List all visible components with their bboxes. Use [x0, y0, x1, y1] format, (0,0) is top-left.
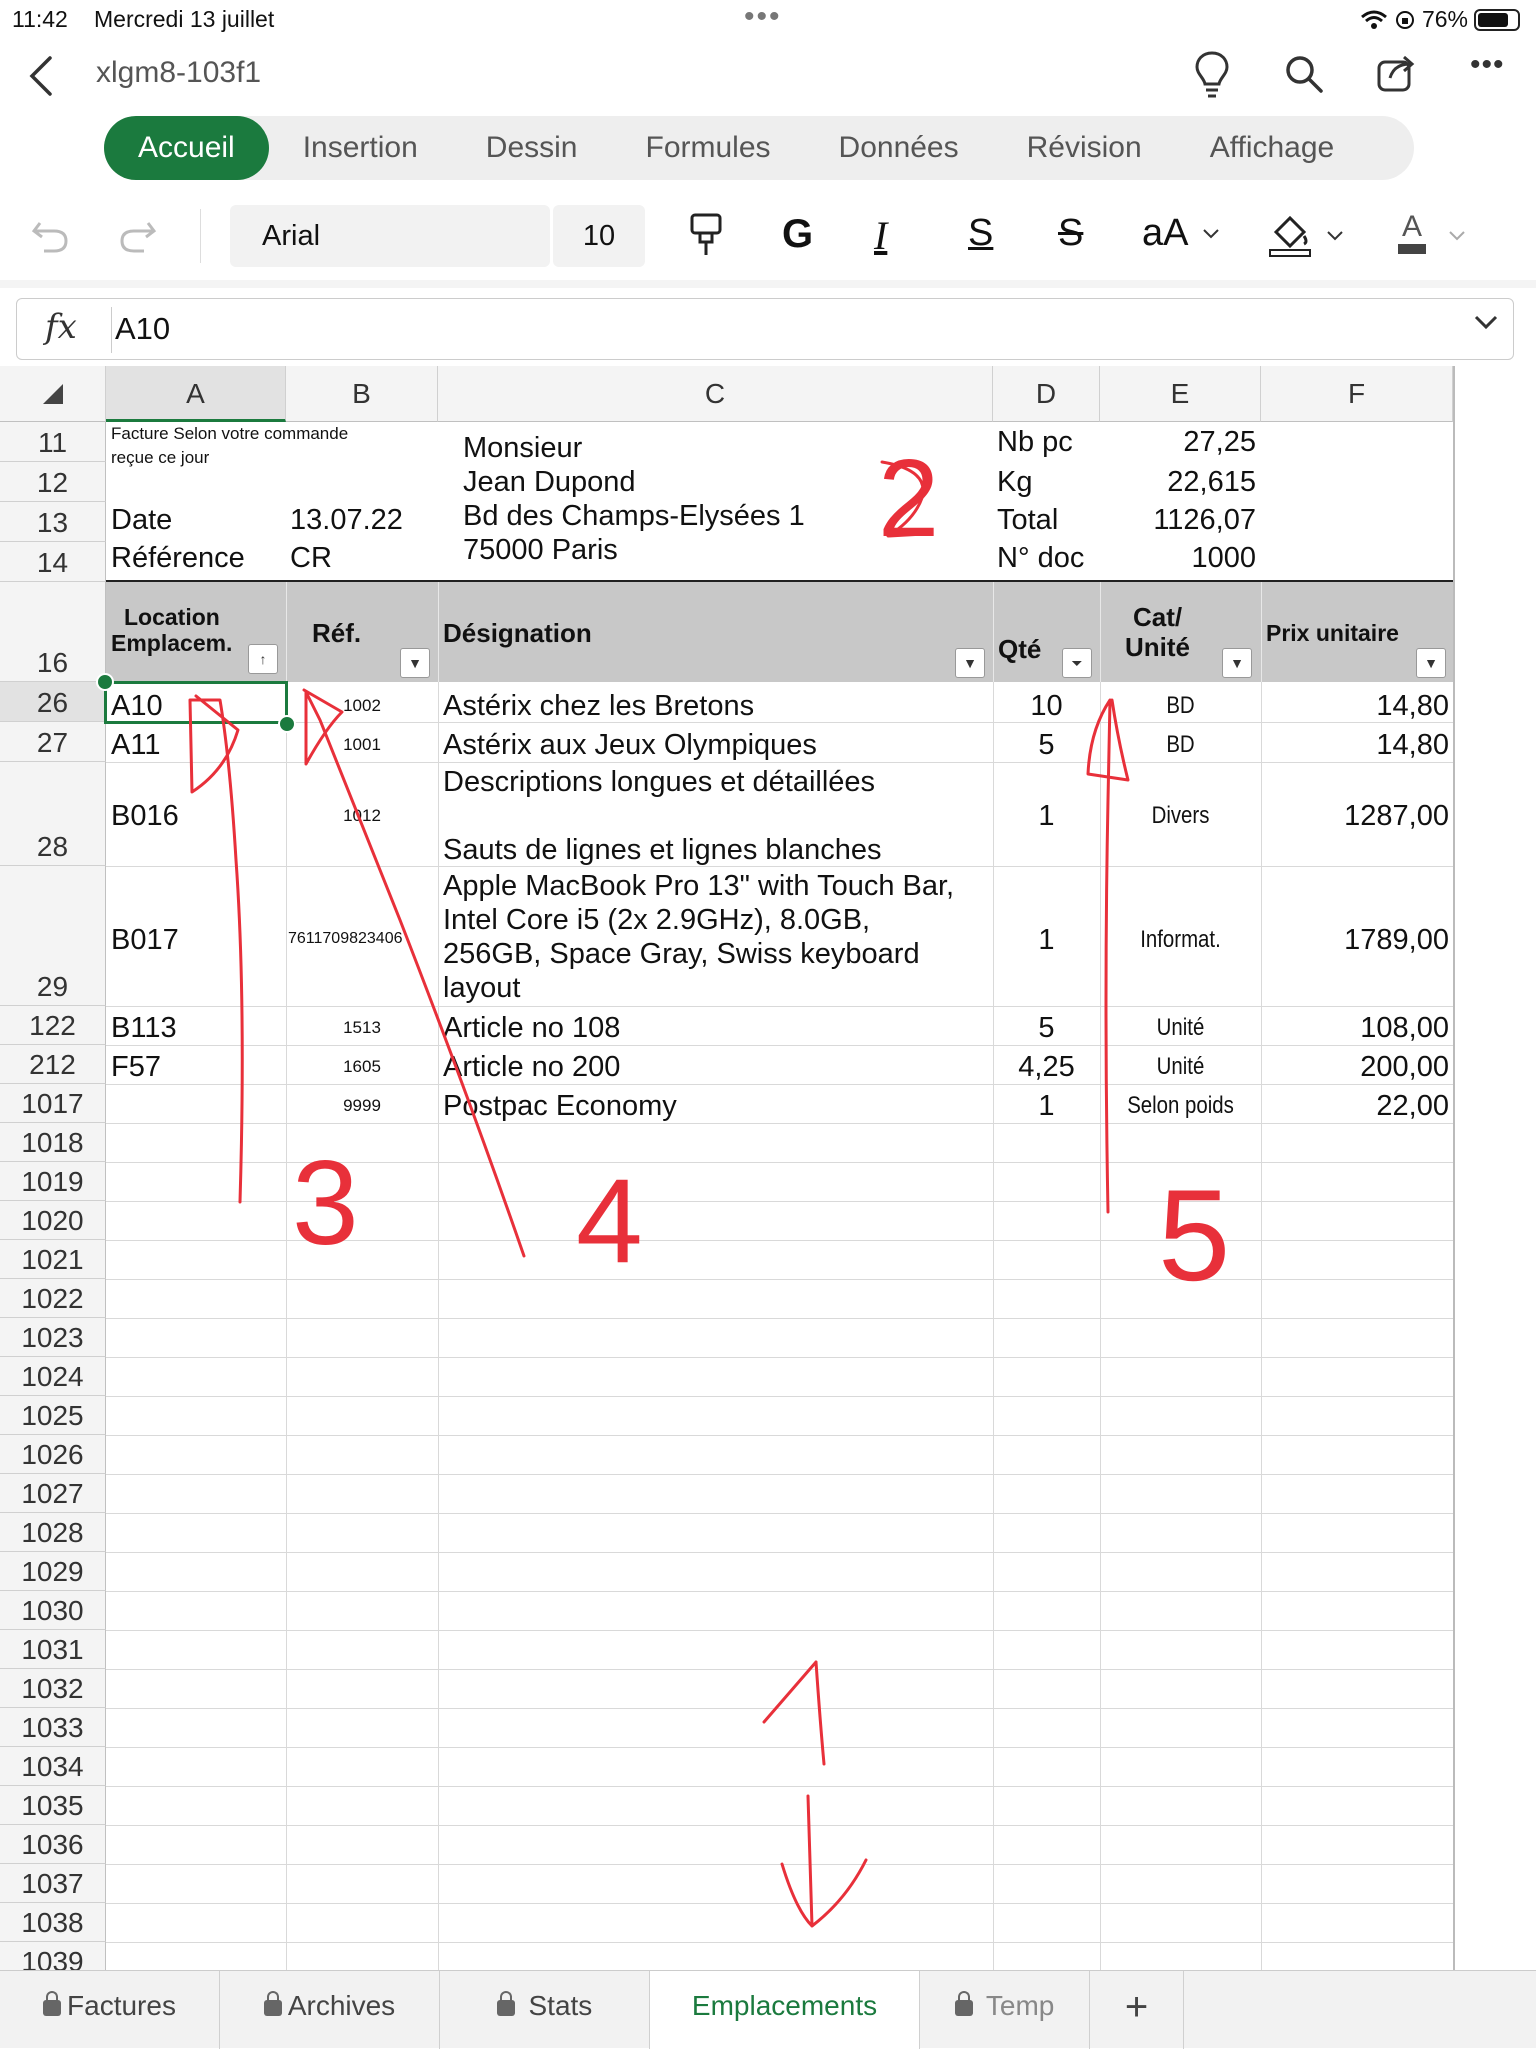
annotation-number-3: 3 [292, 1136, 359, 1270]
address-line: 75000 Paris [463, 534, 618, 566]
chevron-down-icon[interactable] [1326, 230, 1344, 242]
nbpc-label: Nb pc [997, 426, 1073, 458]
wifi-icon [1360, 9, 1388, 31]
cell-prix[interactable]: 1789,00 [1344, 924, 1449, 956]
cell-ref[interactable]: 1513 [343, 1018, 381, 1037]
grid-line [106, 1084, 1453, 1085]
cell-designation[interactable]: Article no 108 [443, 1012, 621, 1044]
lock-icon [264, 2000, 282, 2016]
ribbon-tabs [104, 116, 1414, 180]
address-line: Jean Dupond [463, 466, 636, 498]
grid-line [106, 1435, 1453, 1436]
redo-icon[interactable] [118, 215, 158, 255]
column-header-d[interactable]: D [993, 366, 1100, 422]
multitasking-dots[interactable]: ••• [744, 0, 782, 33]
annotation-number-5: 5 [1158, 1162, 1231, 1308]
row-header[interactable]: 1031 [0, 1630, 106, 1669]
address-line: Bd des Champs-Elysées 1 [463, 500, 805, 532]
tab-formules[interactable]: Formules [645, 131, 771, 164]
grid-line [106, 1123, 1453, 1124]
orientation-lock-icon [1394, 9, 1416, 31]
grid-line [106, 1864, 1453, 1865]
row-header[interactable]: 1027 [0, 1474, 106, 1513]
header-emplacement: Emplacem. [111, 630, 233, 656]
grid-line [106, 1552, 1453, 1553]
toolbar-divider [200, 209, 201, 263]
invoice-subtitle: reçue ce jour [111, 448, 210, 467]
filter-dropdown-button[interactable]: ▼ [1416, 648, 1446, 678]
share-icon[interactable] [1376, 52, 1418, 94]
header-ref: Réf. [312, 618, 362, 648]
battery-percent: 76% [1421, 6, 1468, 32]
chevron-down-icon[interactable] [1448, 230, 1466, 242]
header-designation: Désignation [443, 618, 592, 648]
cell-location[interactable]: B113 [111, 1012, 177, 1044]
cell-location[interactable]: A10 [111, 690, 163, 722]
cell-prix[interactable]: 14,80 [1376, 690, 1449, 722]
more-icon[interactable]: ••• [1470, 48, 1505, 81]
row-header[interactable]: 14 [0, 542, 106, 582]
lock-icon [955, 2000, 973, 2016]
cell-ref[interactable]: 1001 [343, 735, 381, 754]
row-header[interactable]: 29 [0, 866, 106, 1006]
grid-line [106, 762, 1453, 763]
row-header[interactable]: 26 [0, 682, 106, 722]
selection-handle-start[interactable] [96, 673, 114, 691]
grid-line [106, 1942, 1453, 1943]
row-header[interactable]: 1026 [0, 1435, 106, 1474]
tab-dessin[interactable]: Dessin [485, 131, 578, 164]
filter-dropdown-button[interactable]: ▼ [955, 648, 985, 678]
ndoc-value: 1000 [1191, 542, 1256, 574]
cell-designation[interactable]: Intel Core i5 (2x 2.9GHz), 8.0GB, [443, 904, 871, 936]
corner-triangle-icon [41, 382, 65, 406]
grid-line [106, 1786, 1453, 1787]
sheet-tab-emplacements[interactable] [650, 1971, 920, 2049]
row-header[interactable]: 1035 [0, 1786, 106, 1825]
cell-prix[interactable]: 108,00 [1360, 1012, 1449, 1044]
total-value: 1126,07 [1153, 504, 1256, 536]
column-header-f[interactable]: F [1261, 366, 1453, 422]
column-header-c[interactable]: C [438, 366, 993, 422]
format-painter-icon[interactable] [688, 212, 724, 258]
sheet-tab-label: Emplacements [691, 1990, 878, 2021]
grid-line [1261, 582, 1262, 682]
underline-button[interactable]: S [968, 212, 994, 254]
header-cat: Cat/ [1133, 602, 1183, 632]
row-header[interactable]: 1034 [0, 1747, 106, 1786]
cell-designation[interactable]: Astérix aux Jeux Olympiques [443, 729, 817, 761]
sort-ascending-button[interactable]: ↑ [248, 644, 278, 674]
grid-line [106, 1396, 1453, 1397]
cell-cat[interactable]: Divers [1151, 802, 1210, 829]
search-icon[interactable] [1284, 54, 1324, 94]
row-header[interactable]: 11 [0, 422, 106, 462]
cell-qte[interactable]: 10 [1030, 690, 1063, 722]
sheet-tab-archives[interactable] [220, 1971, 440, 2049]
column-header-b[interactable]: B [286, 366, 438, 422]
sheet-tab-label: Temp [985, 1990, 1055, 2021]
document-title[interactable]: xlgm8-103f1 [96, 56, 262, 89]
cell-qte[interactable]: 5 [1038, 729, 1055, 761]
cell-location[interactable]: B016 [111, 800, 179, 832]
select-all-corner[interactable] [0, 366, 106, 422]
cell-designation[interactable]: 256GB, Space Gray, Swiss keyboard [443, 938, 920, 970]
column-header-a[interactable]: A [106, 366, 286, 422]
cell-designation[interactable]: Apple MacBook Pro 13" with Touch Bar, [443, 870, 955, 902]
font-color-button[interactable]: A [1402, 210, 1423, 243]
row-header[interactable]: 27 [0, 722, 106, 762]
tab-donnees[interactable]: Données [838, 131, 959, 164]
total-label: Total [997, 504, 1059, 536]
grid-line [106, 1825, 1453, 1826]
row-header[interactable]: 1018 [0, 1123, 106, 1162]
status-right [1360, 6, 1520, 33]
formula-bar[interactable] [16, 298, 1514, 360]
cell-prix[interactable]: 200,00 [1360, 1051, 1449, 1083]
grid-line [106, 1591, 1453, 1592]
invoice-title: Facture Selon votre commande [111, 424, 349, 443]
grid-line [106, 1318, 1453, 1319]
sheet-tab-label: Factures [67, 1990, 176, 2021]
grid-line [106, 1630, 1453, 1631]
cell-location[interactable]: B017 [111, 924, 179, 956]
back-chevron-icon[interactable] [26, 54, 56, 98]
cell-prix[interactable]: 1287,00 [1344, 800, 1449, 832]
row-header[interactable]: 1021 [0, 1240, 106, 1279]
grid-line [106, 1240, 1453, 1241]
tab-affichage[interactable]: Affichage [1209, 131, 1335, 164]
sheet-tab-label: Stats [528, 1990, 593, 2021]
row-header[interactable]: 28 [0, 762, 106, 866]
sheet-tab-temp[interactable] [920, 1971, 1090, 2049]
filter-dropdown-button[interactable]: ▼ [400, 648, 430, 678]
chevron-down-icon[interactable] [1473, 309, 1499, 335]
grid-line [438, 582, 439, 682]
grid-line [106, 1474, 1453, 1475]
grid-line [106, 1669, 1453, 1670]
cell-designation[interactable]: Postpac Economy [443, 1090, 677, 1122]
cell-location[interactable]: F57 [111, 1051, 161, 1083]
fx-icon: fx [45, 307, 77, 347]
grid-line [286, 582, 287, 682]
row-header[interactable]: 1039 [0, 1942, 106, 1970]
cell-prix[interactable]: 22,00 [1376, 1090, 1449, 1122]
selection-handle-end[interactable] [278, 715, 296, 733]
status-time: 11:42 [12, 6, 68, 32]
row-header[interactable]: 1028 [0, 1513, 106, 1552]
grid-line [106, 1708, 1453, 1709]
cell-designation[interactable]: Article no 200 [443, 1051, 621, 1083]
battery-icon [1474, 9, 1520, 31]
header-prix-unitaire: Prix unitaire [1266, 620, 1399, 646]
sheet-right-edge [1453, 366, 1461, 1970]
nbpc-value: 27,25 [1183, 426, 1256, 458]
toolbar-shadow [0, 280, 1536, 288]
status-bar [0, 0, 1536, 40]
row-header[interactable]: 1017 [0, 1084, 106, 1123]
date-label: Date [111, 504, 173, 536]
sheet-tabs-bar [0, 1970, 1536, 2048]
lightbulb-icon[interactable] [1194, 50, 1230, 100]
cell-location[interactable]: A11 [111, 729, 161, 761]
status-date: Mercredi 13 juillet [94, 6, 275, 32]
tab-insertion[interactable]: Insertion [302, 131, 418, 164]
column-header-e[interactable]: E [1100, 366, 1261, 422]
row-header[interactable]: 1024 [0, 1357, 106, 1396]
cell-ref[interactable]: 9999 [343, 1096, 381, 1115]
font-size-field[interactable]: 10 [553, 205, 645, 267]
address-line: Monsieur [463, 432, 583, 464]
row-header[interactable]: 1030 [0, 1591, 106, 1630]
row-header[interactable]: 122 [0, 1006, 106, 1045]
cell-qte[interactable]: 1 [1038, 1090, 1055, 1122]
cell-designation[interactable]: Astérix chez les Bretons [443, 690, 755, 722]
grid-line [106, 1006, 1453, 1007]
cell-cat[interactable]: Unité [1156, 1053, 1205, 1080]
add-sheet-button[interactable]: + [1090, 1971, 1184, 2049]
row-header[interactable]: 212 [0, 1045, 106, 1084]
header-unite: Unité [1125, 632, 1190, 662]
italic-button[interactable]: I [874, 213, 888, 258]
formula-input[interactable]: A10 [115, 311, 171, 346]
annotation-number-4: 4 [576, 1154, 643, 1288]
sheet-tab-stats[interactable] [440, 1971, 650, 2049]
cell-cat[interactable]: Unité [1156, 1014, 1205, 1041]
cell-designation[interactable]: Descriptions longues et détaillées [443, 766, 876, 798]
row-header[interactable]: 1038 [0, 1903, 106, 1942]
cell-cat[interactable]: Informat. [1140, 926, 1221, 953]
cell-qte[interactable]: 1 [1038, 924, 1055, 956]
selected-cell-a10[interactable] [104, 681, 288, 724]
cell-ref[interactable]: 1605 [343, 1057, 381, 1076]
date-value: 13.07.22 [290, 504, 403, 536]
tab-revision[interactable]: Révision [1026, 131, 1142, 164]
font-size-increase-button[interactable]: aA [1142, 212, 1189, 254]
cell-cat[interactable]: BD [1166, 692, 1195, 719]
strikethrough-button[interactable]: S [1058, 212, 1084, 254]
cell-cat[interactable]: Selon poids [1127, 1092, 1234, 1119]
grid-line [106, 1045, 1453, 1046]
fill-color-icon[interactable] [1268, 210, 1312, 258]
cell-ref[interactable]: 1002 [343, 696, 381, 715]
filter-active-icon[interactable]: ⏷ [1062, 648, 1092, 678]
reference-value: CR [290, 542, 332, 574]
sheet-tab-label: Archives [287, 1990, 396, 2021]
cell-ref[interactable]: 7611709823406 [288, 930, 403, 947]
row-header[interactable]: 1036 [0, 1825, 106, 1864]
cell-designation[interactable]: layout [443, 972, 521, 1004]
font-name-field[interactable]: Arial [230, 205, 550, 267]
annotation-number-2: 2 [878, 437, 940, 560]
grid-line [106, 1513, 1453, 1514]
grid-line [106, 1357, 1453, 1358]
grid-line [106, 1903, 1453, 1904]
row-header[interactable]: 1020 [0, 1201, 106, 1240]
bold-button[interactable]: G [782, 212, 814, 256]
cell-prix[interactable]: 14,80 [1376, 729, 1449, 761]
row-header[interactable]: 16 [0, 582, 106, 682]
row-header[interactable]: 1019 [0, 1162, 106, 1201]
grid-line [106, 1162, 1453, 1163]
grid-line [1100, 582, 1101, 682]
grid-line [106, 1747, 1453, 1748]
cell-qte[interactable]: 5 [1038, 1012, 1055, 1044]
font-color-swatch [1398, 244, 1426, 254]
cell-cat[interactable]: BD [1166, 731, 1195, 758]
formula-separator [111, 307, 112, 353]
grid-line [106, 1201, 1453, 1202]
row-header[interactable]: 1029 [0, 1552, 106, 1591]
row-header[interactable]: 1037 [0, 1864, 106, 1903]
row-header[interactable]: 12 [0, 462, 106, 502]
grid-line [106, 1279, 1453, 1280]
tab-accueil[interactable]: Accueil [104, 116, 269, 180]
row-header[interactable]: 1022 [0, 1279, 106, 1318]
cell-designation[interactable]: Sauts de lignes et lignes blanches [443, 834, 882, 866]
row-header[interactable]: 1032 [0, 1669, 106, 1708]
lock-icon [497, 2000, 515, 2016]
row-header[interactable]: 1033 [0, 1708, 106, 1747]
kg-label: Kg [997, 466, 1033, 498]
undo-icon[interactable] [30, 215, 70, 255]
reference-label: Référence [111, 542, 245, 574]
sheet-tab-factures[interactable] [0, 1971, 220, 2049]
header-qte: Qté [998, 634, 1042, 664]
cell-qte[interactable]: 1 [1038, 800, 1055, 832]
header-location: Location [124, 604, 220, 630]
row-header[interactable]: 1023 [0, 1318, 106, 1357]
cell-ref[interactable]: 1012 [343, 806, 381, 825]
grid-line [993, 582, 994, 682]
spreadsheet-grid[interactable] [0, 366, 1536, 1970]
grid-line [106, 722, 1453, 723]
row-header[interactable]: 1025 [0, 1396, 106, 1435]
cell-qte[interactable]: 4,25 [1018, 1051, 1075, 1083]
filter-dropdown-button[interactable]: ▼ [1222, 648, 1252, 678]
row-header[interactable]: 13 [0, 502, 106, 542]
chevron-down-icon[interactable] [1202, 228, 1220, 240]
lock-icon [43, 2000, 61, 2016]
ndoc-label: N° doc [997, 542, 1085, 574]
kg-value: 22,615 [1167, 466, 1256, 498]
